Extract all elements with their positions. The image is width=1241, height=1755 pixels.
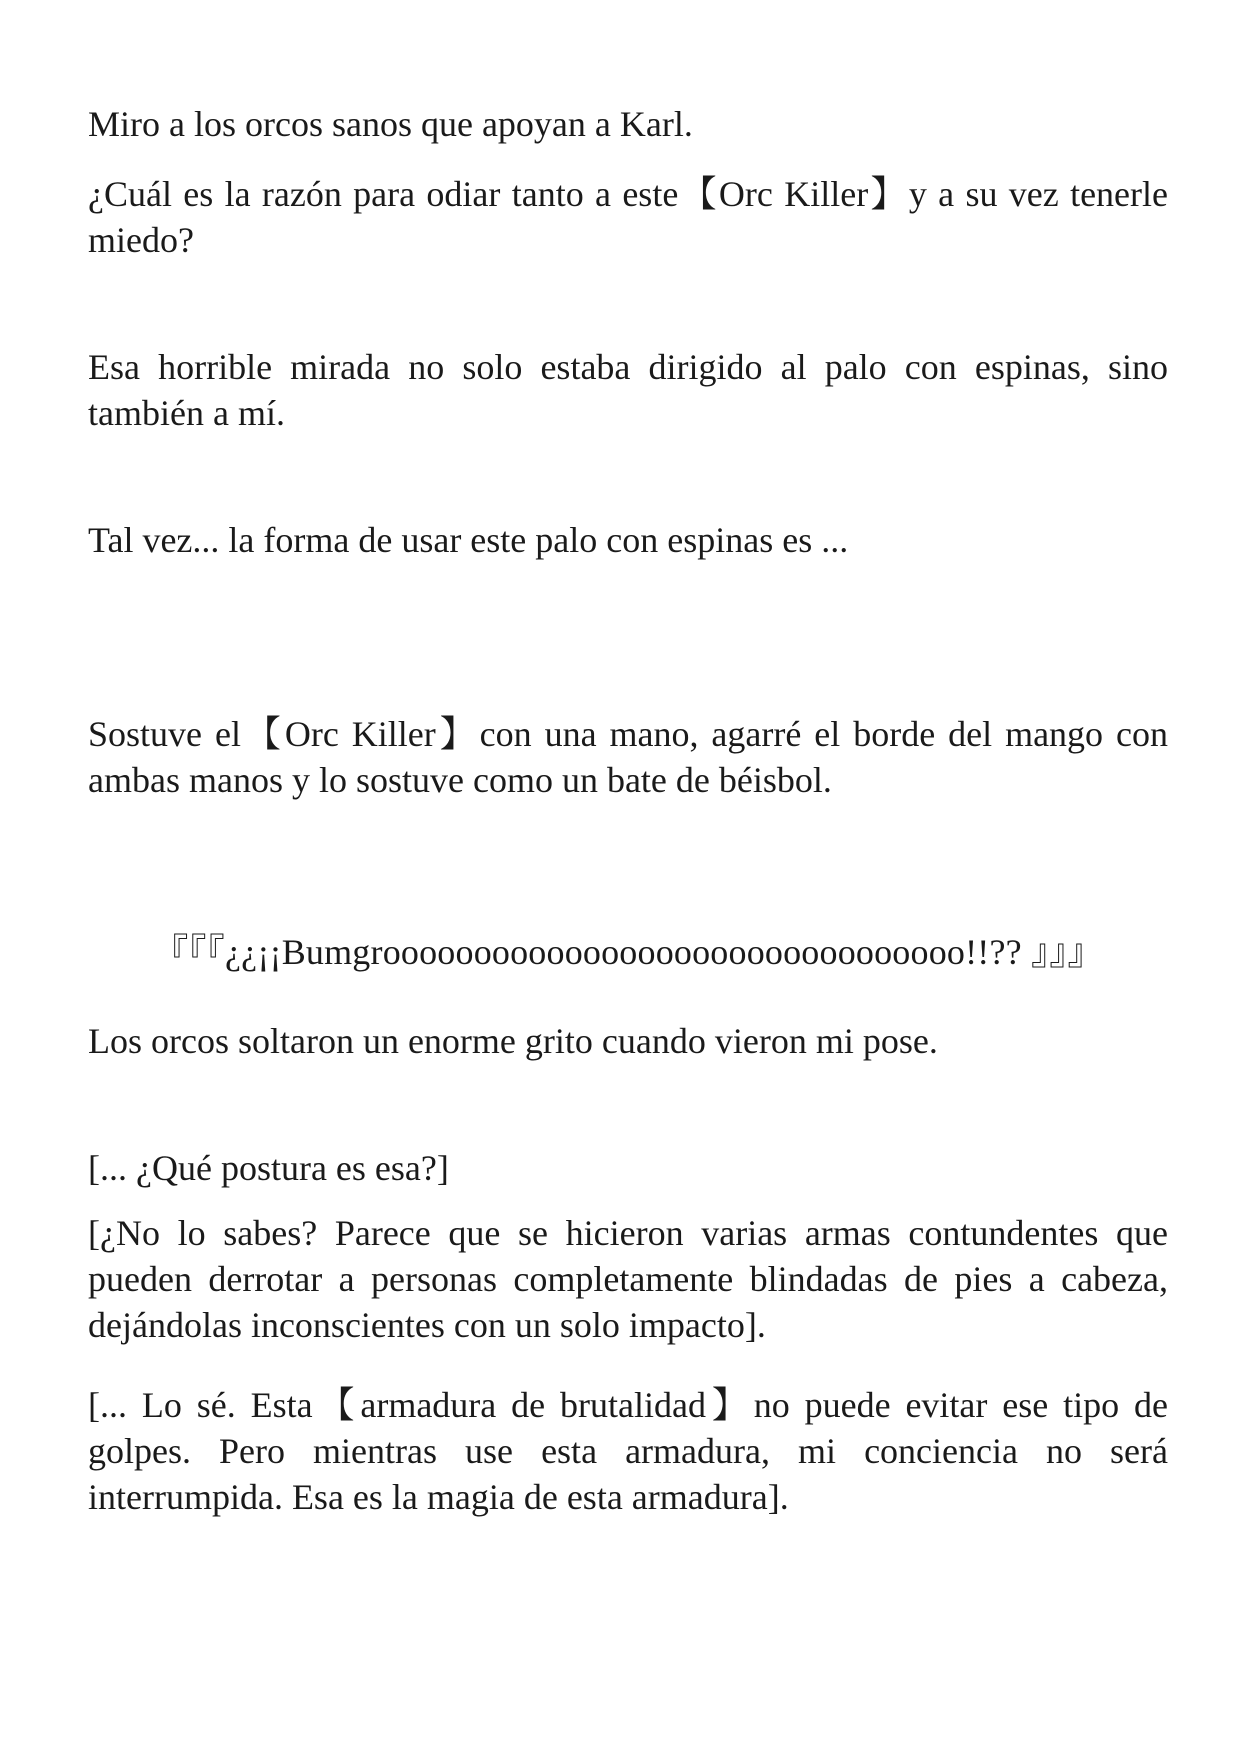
paragraph-4: Tal vez... la forma de usar este palo con espinas es ... — [88, 520, 849, 560]
paragraph-3: Esa horrible mirada no solo estaba dirigido al palo con espinas, sino también a mí. — [88, 347, 1168, 433]
paragraph-1: Miro a los orcos sanos que apoyan a Karl. — [88, 104, 693, 144]
paragraph-7: Los orcos soltaron un enorme grito cuando vieron mi pose. — [88, 1021, 938, 1061]
paragraph-2: ¿Cuál es la razón para odiar tanto a este【Orc Killer】y a su vez tenerle miedo? — [88, 174, 1168, 260]
dialogue-3: [... Lo sé. Esta【armadura de brutalidad】no puede evitar ese tipo de golpes. Pero mientras use esta armadura, mi conciencia no será interrumpida. Esa es la magia de esta armadura]. — [88, 1385, 1168, 1517]
dialogue-2: [¿No lo sabes? Parece que se hicieron varias armas contundentes que pueden derrotar a personas completamente blindadas de pies a cabeza, dejándolas inconscientes con un solo impacto]. — [88, 1213, 1168, 1345]
orc-shout-line: 『『『¿¿¡¡Bumgroooooooooooooooooooooooooooooooo!!?? 』』』 — [152, 932, 1104, 972]
paragraph-5: Sostuve el【Orc Killer】con una mano, agarré el borde del mango con ambas manos y lo sostuve como un bate de béisbol. — [88, 714, 1168, 800]
dialogue-1: [... ¿Qué postura es esa?] — [88, 1148, 449, 1188]
document-page — [88, 0, 1168, 1755]
